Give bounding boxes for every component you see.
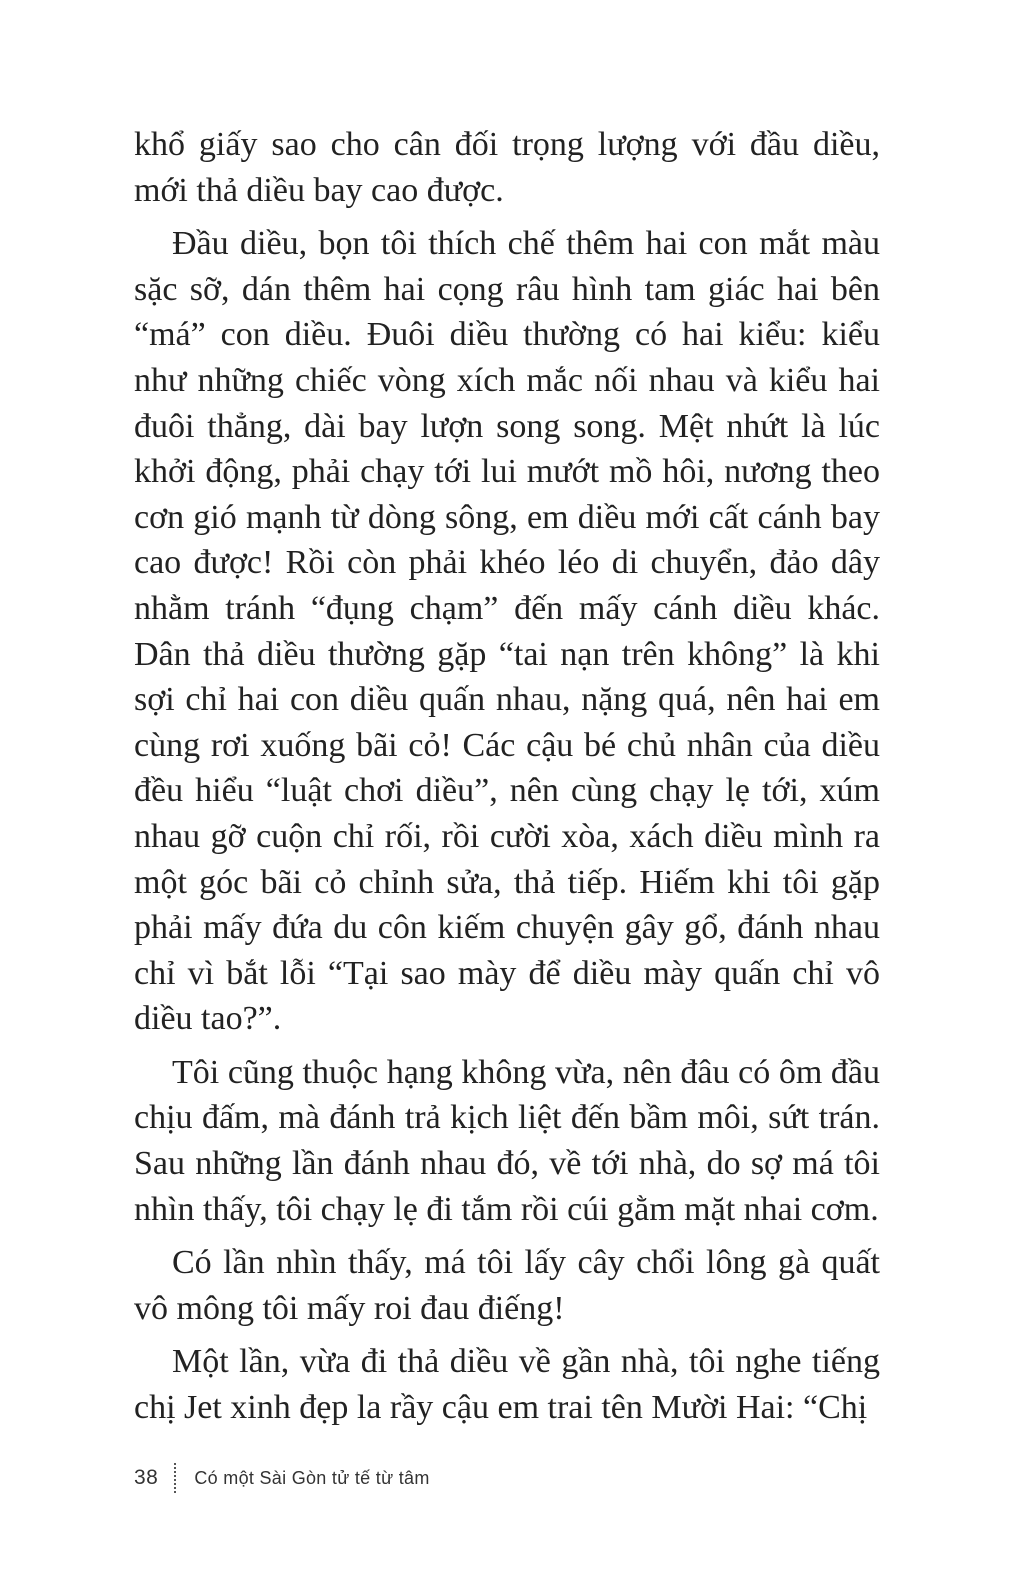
page-footer bbox=[134, 1462, 430, 1494]
paragraph-continuation: khổ giấy sao cho cân đối trọng lượng với đầu diều, mới thả diều bay cao được. bbox=[134, 126, 880, 209]
paragraph-sister-jet: Một lần, vừa đi thả diều về gần nhà, tôi nghe tiếng chị Jet xinh đẹp la rầy cậu em trai tên Mười Hai: “Chị bbox=[134, 1343, 880, 1427]
paragraph-fighting: Tôi cũng thuộc hạng không vừa, nên đâu có ôm đầu chịu đấm, mà đánh trả kịch liệt đến bầm môi, sứt trán. Sau những lần đánh nhau đó, về tới nhà, do sợ má tôi nhìn thấy, tôi chạy lẹ đi tắm rồi cúi gằm mặt nhai cơm. bbox=[134, 1053, 880, 1228]
body-text bbox=[134, 122, 880, 1431]
footer-divider bbox=[174, 1463, 176, 1493]
running-book-title: Có một Sài Gòn tử tế từ tâm bbox=[194, 1467, 430, 1488]
paragraph-kite-description: Đầu diều, bọn tôi thích chế thêm hai con mắt màu sặc sỡ, dán thêm hai cọng râu hình tam giác hai bên “má” con diều. Đuôi diều thường có hai kiểu: kiểu như những chiếc vòng xích mắc nối nhau và kiểu hai đuôi thẳng, dài bay lượn song song. Mệt nhứt là lúc khởi động, phải chạy tới lui mướt mồ hôi, nương theo cơn gió mạnh từ dòng sông, em diều mới cất cánh bay cao được! Rồi còn phải khéo léo di chuyển, đảo dây nhằm tránh “đụng chạm” đến mấy cánh diều khác. Dân thả diều thường gặp “tai nạn trên không” là khi sợi chỉ hai con diều quấn nhau, nặng quá, nên hai em cùng rơi xuống bãi cỏ! Các cậu bé chủ nhân của diều đều hiểu “luật chơi diều”, nên cùng chạy lẹ tới, xúm nhau gỡ cuộn chỉ rối, rồi cười xòa, xách diều mình ra một góc bãi cỏ chỉnh sửa, thả tiếp. Hiếm khi tôi gặp phải mấy đứa du côn kiếm chuyện gây gổ, đánh nhau chỉ vì bắt lỗi “Tại sao mày để diều mày quấn chỉ vô diều tao?”. bbox=[134, 225, 880, 1038]
paragraph-mother-punishment: Có lần nhìn thấy, má tôi lấy cây chổi lông gà quất vô mông tôi mấy roi đau điếng! bbox=[134, 1244, 880, 1327]
page-number: 38 bbox=[134, 1466, 159, 1489]
